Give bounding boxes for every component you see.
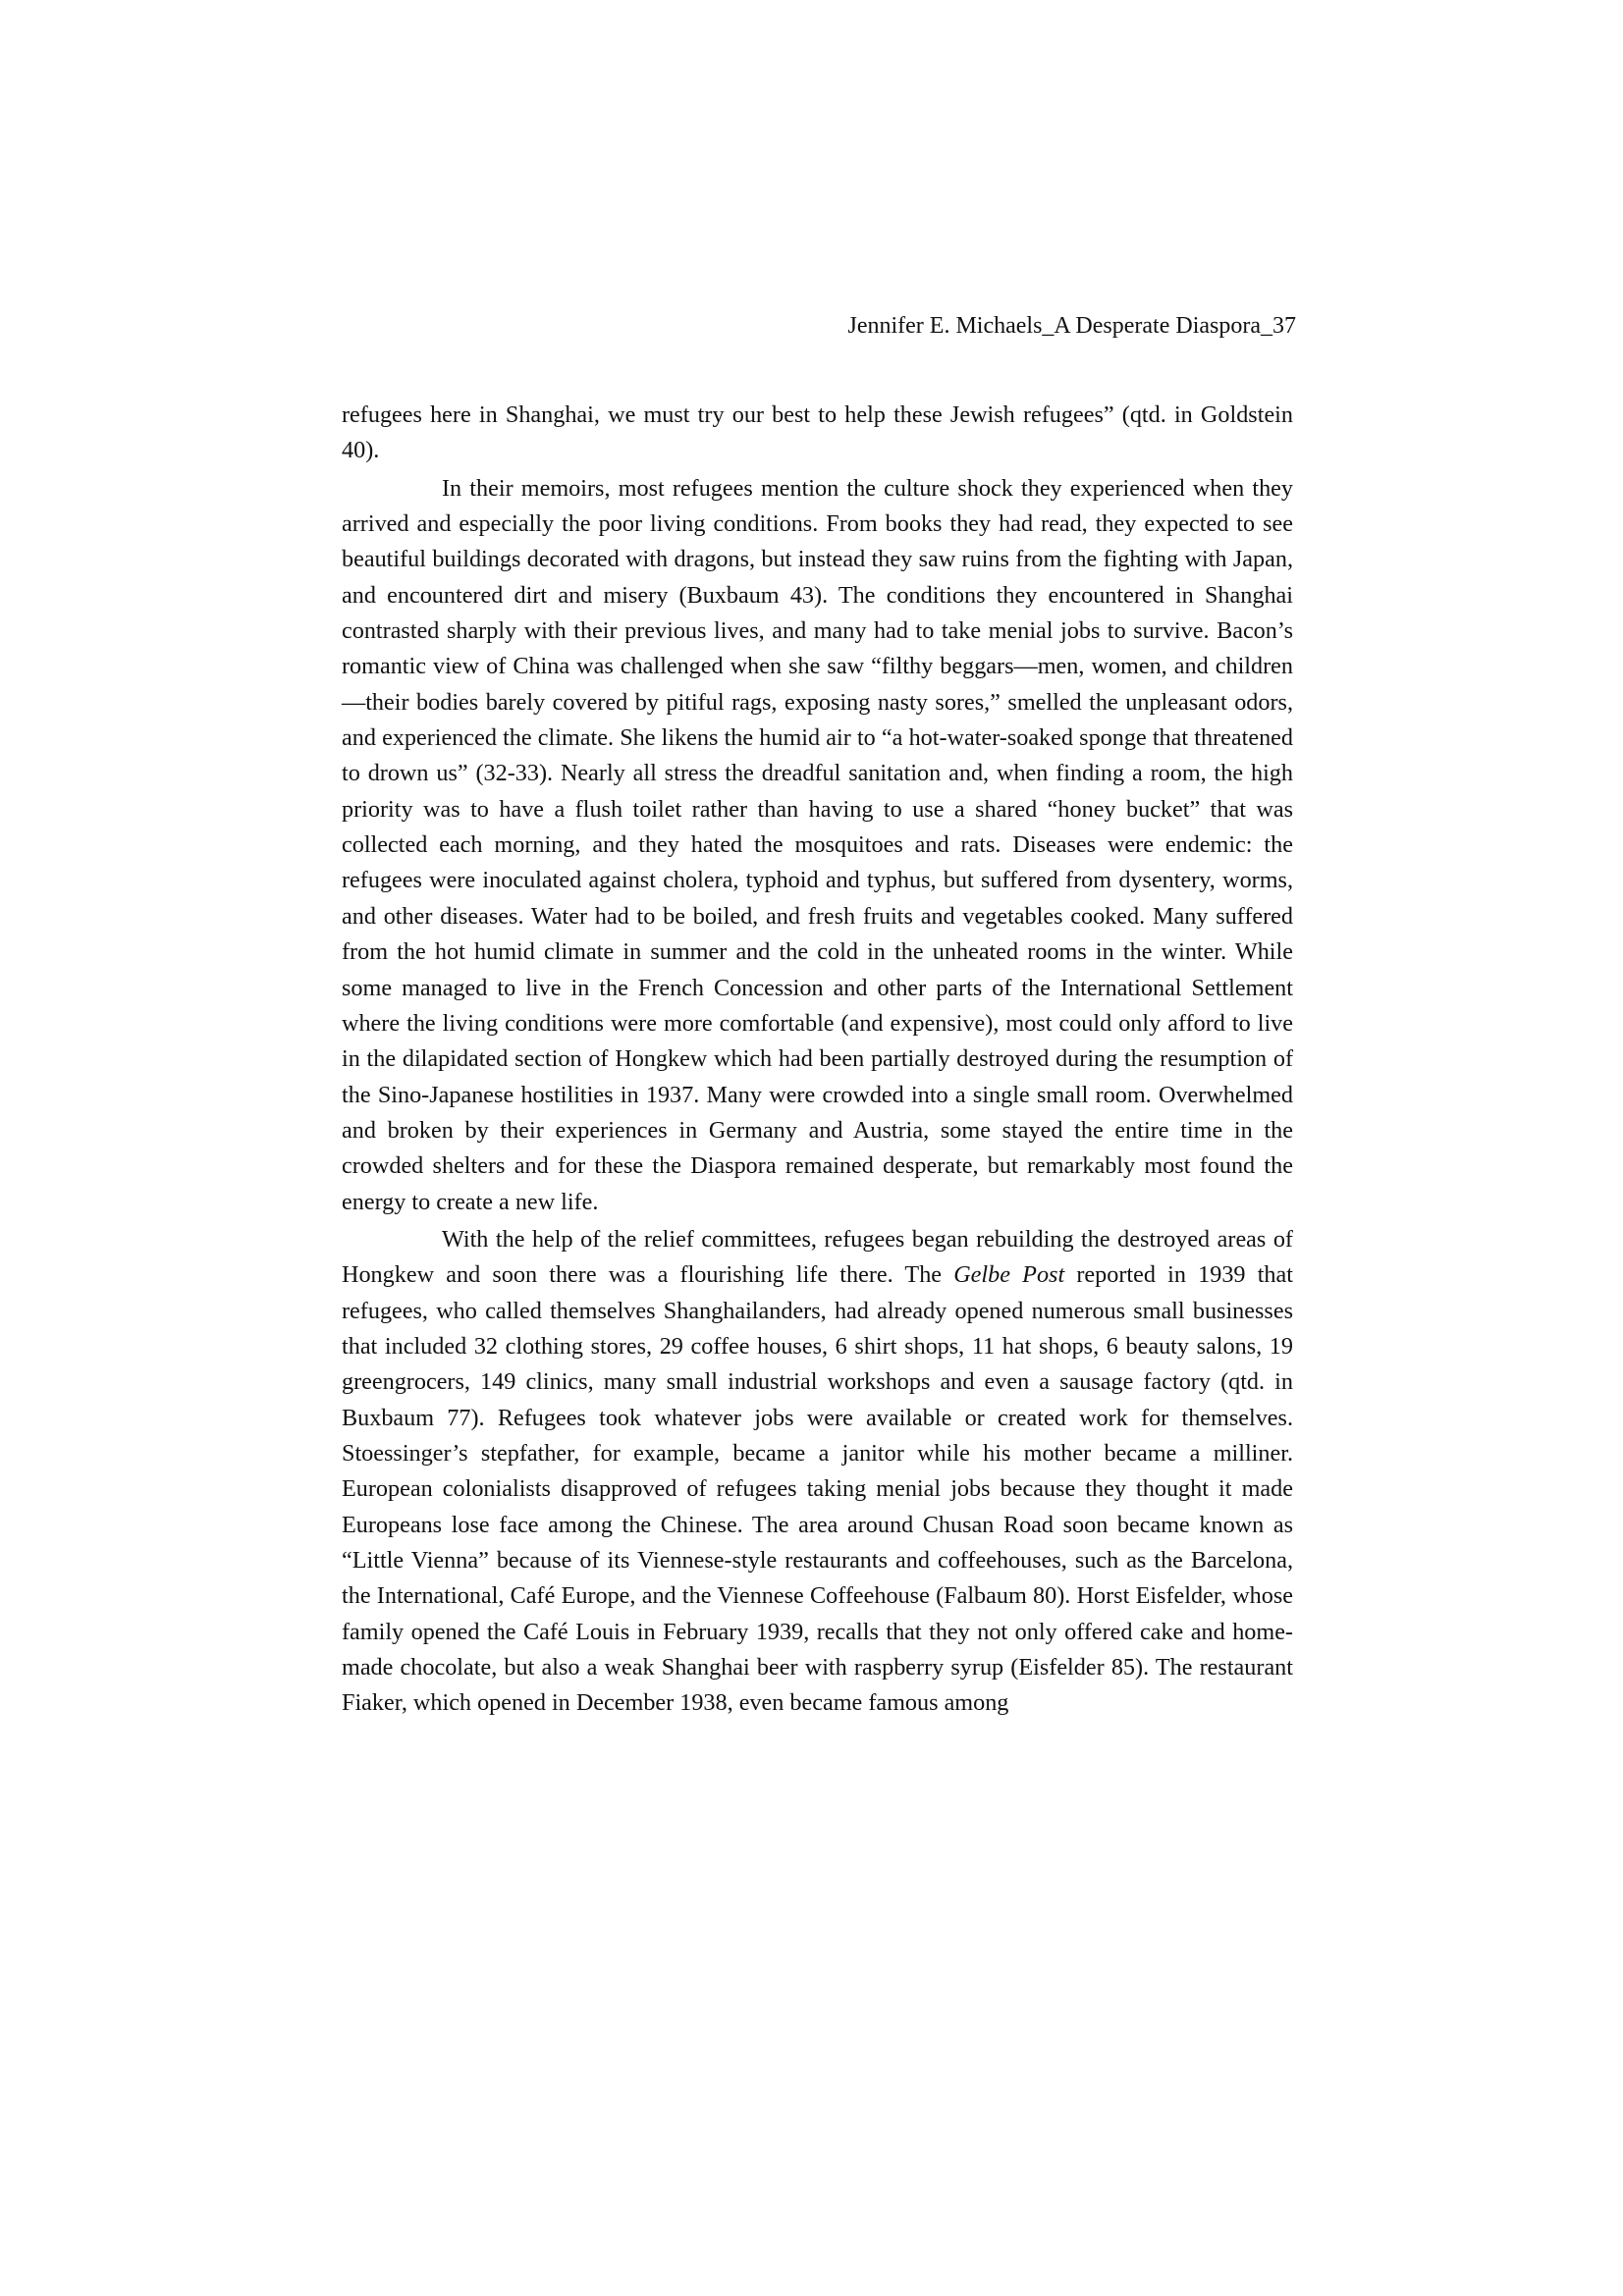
running-header: Jennifer E. Michaels_A Desperate Diaspora_37 — [847, 313, 1296, 339]
newspaper-title: Gelbe Post — [953, 1261, 1065, 1289]
body-text — [342, 398, 1293, 1722]
paragraph-living-conditions: In their memoirs, most refugees mention the culture shock they experienced when they arrived and especially the poor living conditions. From books they had read, they expected to see beautiful buildings decorated with dragons, but instead they saw ruins from the fighting with Japan, and encountered dirt and misery (Buxbaum 43). The conditions they encountered in Shanghai contrasted sharply with their previous lives, and many had to take menial jobs to survive. Bacon’s romantic view of China was challenged when she saw “filthy beggars—men, women, and children—their bodies barely covered by pitiful rags, exposing nasty sores,” smelled the unpleasant odors, and experienced the climate. She likens the humid air to “a hot-water-soaked sponge that threatened to drown us” (32-33). Nearly all stress the dreadful sanitation and, when finding a room, the high priority was to have a flush toilet rather than having to use a shared “honey bucket” that was collected each morning, and they hated the mosquitoes and rats. Diseases were endemic: the refugees were inoculated against cholera, typhoid and typhus, but suffered from dysentery, worms, and other diseases. Water had to be boiled, and fresh fruits and vegetables cooked. Many suffered from the hot humid climate in summer and the cold in the unheated rooms in the winter. While some managed to live in the French Concession and other parts of the International Settlement where the living conditions were more comfortable (and expensive), most could only afford to live in the dilapidated section of Hongkew which had been partially destroyed during the resumption of the Sino-Japanese hostilities in 1937. Many were crowded into a single small room. Overwhelmed and broken by their experiences in Germany and Austria, some stayed the entire time in the crowded shelters and for these the Diaspora remained desperate, but remarkably most found the energy to create a new life. — [342, 474, 1293, 1215]
paragraph-text-segment: reported in 1939 that refugees, who called themselves Shanghailanders, had already opened numerous small businesses that included 32 clothing stores, 29 coffee houses, 6 shirt shops, 11 hat shops, 6 beauty salons, 19 greengrocers, 149 clinics, many small industrial workshops and even a sausage factory (qtd. in Buxbaum 77). Refugees took whatever jobs were available or created work for themselves. Stoessinger’s stepfather, for example, became a janitor while his mother became a milliner. European colonialists disapproved of refugees taking menial jobs because they thought it made Europeans lose face among the Chinese. The area around Chusan Road soon became known as “Little Vienna” because of its Viennese-style restaurants and coffeehouses, such as the Barcelona, the International, Café Europe, and the Viennese Coffeehouse (Falbaum 80). Horst Eisfelder, whose family opened the Café Louis in February 1939, recalls that they not only offered cake and home-made chocolate, but also a weak Shanghai beer with raspberry syrup (Eisfelder 85). The restaurant Fiaker, which opened in December 1938, even became famous among — [342, 1261, 1293, 1717]
paragraph-rebuilding — [342, 1222, 1293, 1722]
paragraph-continuation: refugees here in Shanghai, we must try our best to help these Jewish refugees” (qtd. in Goldstein 40). — [342, 401, 1293, 464]
paragraph-text-segment: With the help of the relief committees, refugees began rebuilding the destroyed areas of Hongkew and soon there was a flourishing life there. The — [342, 1225, 1293, 1289]
